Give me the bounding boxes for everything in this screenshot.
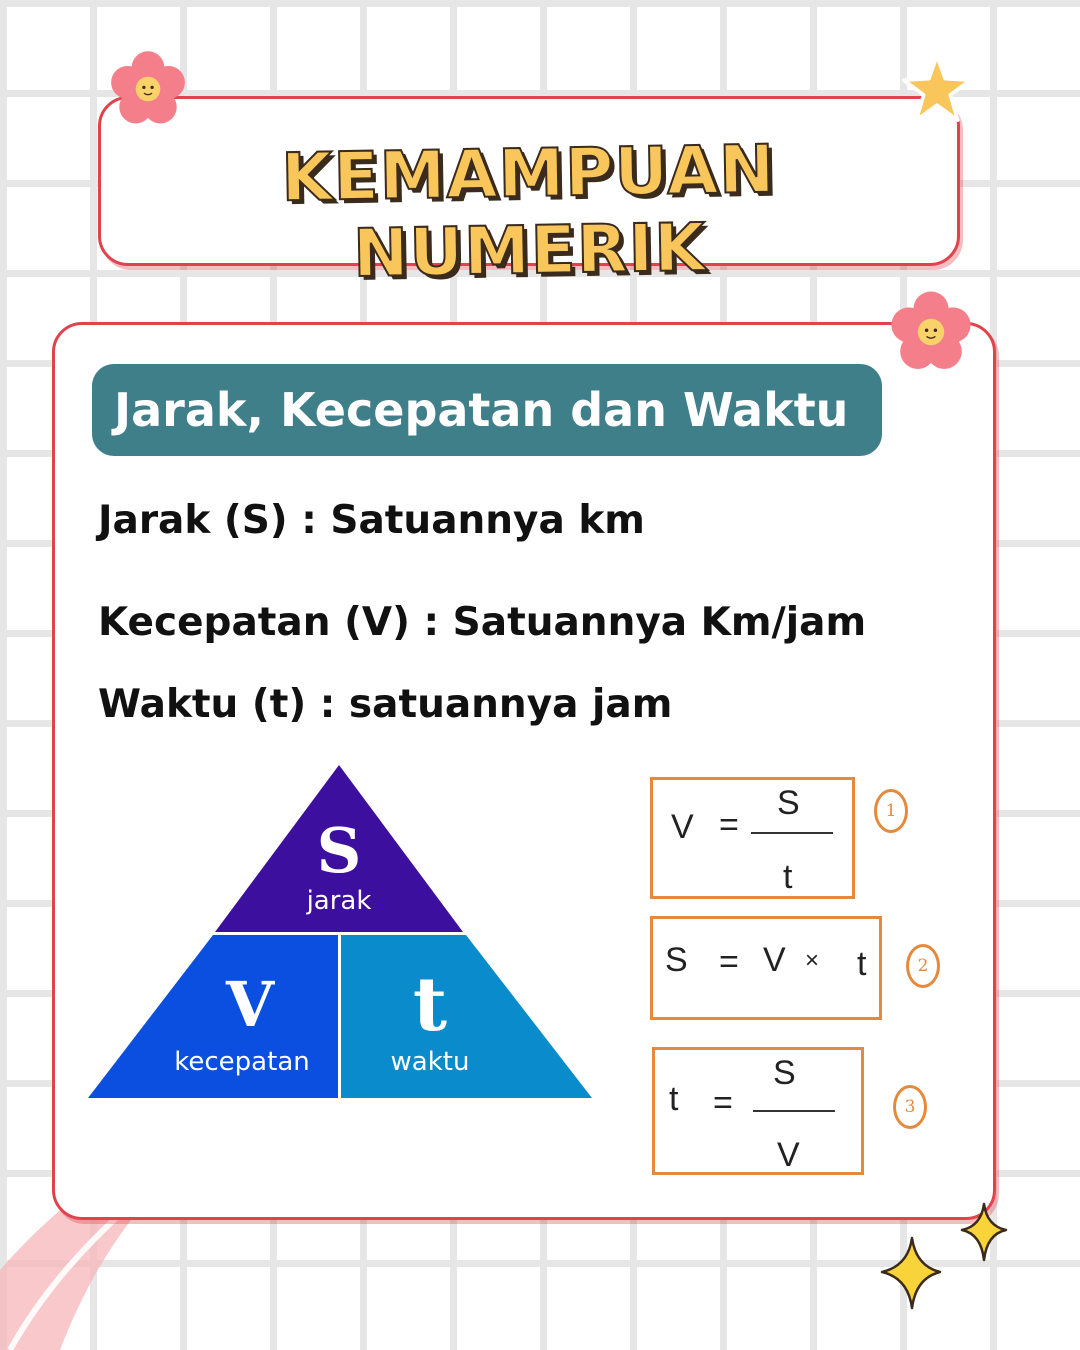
formula-box-2 (650, 916, 882, 1020)
formula-3-numerator: S (773, 1054, 796, 1092)
formula-3-lhs: t (669, 1080, 679, 1118)
definition-waktu: Waktu (t) : satuannya jam (98, 682, 673, 727)
star-icon (898, 52, 976, 126)
title-banner (98, 96, 960, 293)
formula-1-denominator: t (783, 858, 793, 896)
formula-badge-2: 2 (906, 944, 940, 988)
formula-2-a: V (763, 941, 786, 979)
triangle-word-waktu: waktu (390, 1047, 470, 1077)
triangle-word-kecepatan: kecepatan (174, 1047, 310, 1077)
triangle-word-jarak: jarak (306, 886, 372, 916)
definition-kecepatan: Kecepatan (V) : Satuannya Km/jam (98, 600, 867, 645)
formula-2-operator: × (805, 947, 820, 974)
flower-icon (104, 48, 192, 130)
formula-badge-1: 1 (874, 789, 908, 833)
formula-1-lhs: V (671, 808, 694, 846)
formula-box-1 (650, 777, 855, 899)
section-heading: Jarak, Kecepatan dan Waktu (92, 364, 882, 456)
formula-3-denominator: V (777, 1136, 800, 1174)
formula-3-fraction-bar (753, 1110, 835, 1112)
formula-1-fraction-bar (751, 832, 833, 834)
formula-2-equals: = (719, 943, 739, 981)
formula-triangle (80, 760, 600, 1105)
formula-box-3 (652, 1047, 864, 1175)
page-title: KEMAMPUAN NUMERIK (280, 130, 776, 293)
sparkle-icon (872, 1200, 1017, 1315)
formula-badge-3: 3 (893, 1085, 927, 1129)
triangle-letter-t: t (412, 962, 448, 1048)
formula-1-numerator: S (777, 784, 800, 822)
triangle-letter-v: V (225, 968, 275, 1041)
flower-icon (884, 288, 978, 376)
formula-3-equals: = (713, 1084, 733, 1122)
definition-jarak: Jarak (S) : Satuannya km (98, 498, 645, 543)
formula-2-lhs: S (665, 941, 688, 979)
formula-2-b: t (857, 945, 867, 983)
formula-1-equals: = (719, 806, 739, 844)
triangle-letter-s: S (316, 814, 362, 887)
